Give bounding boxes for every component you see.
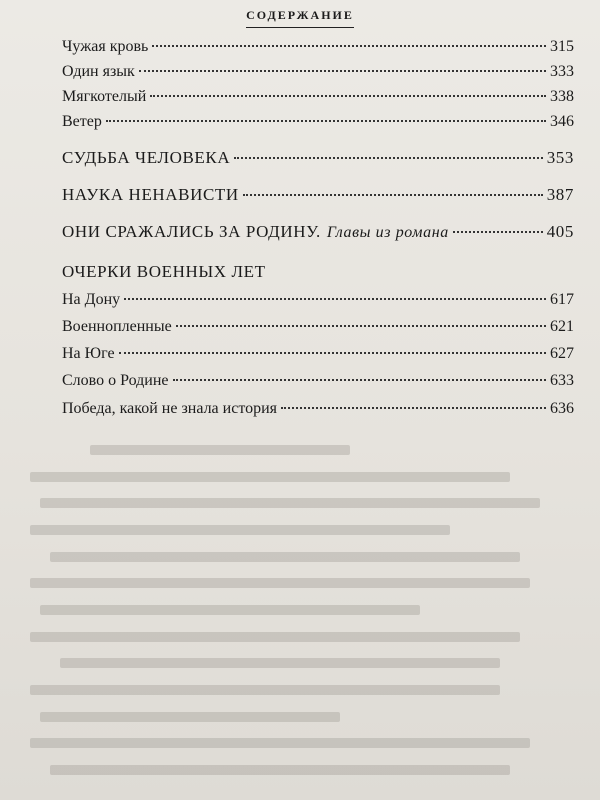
bleed-through-text [30,430,570,800]
toc-entry [62,372,574,390]
dot-leader [243,194,543,196]
toc-entry-title: На Юге [62,345,115,362]
dot-leader [106,120,546,122]
dot-leader [234,157,542,159]
dot-leader [150,95,546,97]
dot-leader [453,231,543,233]
toc-entry-page: 617 [550,291,574,308]
dot-leader [152,45,546,47]
toc-entry-page: 387 [546,185,574,204]
toc-entry [62,345,574,363]
dot-leader [139,70,546,72]
toc-entry-title: На Дону [62,291,121,308]
toc-entry-page: 405 [546,222,574,241]
toc-entry-page: 333 [550,63,574,80]
toc-entry-title: Чужая кровь [62,38,149,55]
toc-entry-title: Мягкотелый [62,88,147,105]
page-title: СОДЕРЖАНИЕ [246,8,354,28]
toc-entry-title: СУДЬБА ЧЕЛОВЕКА [62,148,231,167]
toc-entry-title: Слово о Родине [62,372,169,389]
toc-entry [62,148,574,168]
dot-leader [173,379,546,381]
toc-entry-page: 621 [550,318,574,335]
page-header [0,6,600,28]
toc-entry-page: 353 [546,148,574,167]
toc-entry [62,63,574,81]
toc-entry [62,222,574,242]
toc-entry [62,113,574,131]
toc-entry-title: Ветер [62,113,102,130]
toc-entry [62,185,574,205]
toc-entry-page: 633 [550,372,574,389]
toc-entry [62,38,574,56]
toc-entry-page: 315 [550,38,574,55]
toc-entry-title: НАУКА НЕНАВИСТИ [62,185,239,204]
toc-entry-page: 627 [550,345,574,362]
toc-entry-page: 346 [550,113,574,130]
toc-entry [62,400,574,418]
dot-leader [119,352,546,354]
dot-leader [176,325,546,327]
toc-entry [62,318,574,336]
toc-entry-title: Один язык [62,63,135,80]
toc-entry [62,88,574,106]
toc-entry-title: ОНИ СРАЖАЛИСЬ ЗА РОДИНУ. [62,222,321,241]
toc-entry-subtitle: Главы из романа [326,224,449,241]
toc-entry-title: Победа, какой не знала история [62,400,278,417]
dot-leader [124,298,546,300]
toc-entry [62,291,574,309]
toc-entry-page: 338 [550,88,574,105]
toc-entry-page: 636 [550,400,574,417]
section-heading: ОЧЕРКИ ВОЕННЫХ ЛЕТ [62,262,266,281]
toc-entry-title: Военнопленные [62,318,172,335]
dot-leader [281,407,546,409]
